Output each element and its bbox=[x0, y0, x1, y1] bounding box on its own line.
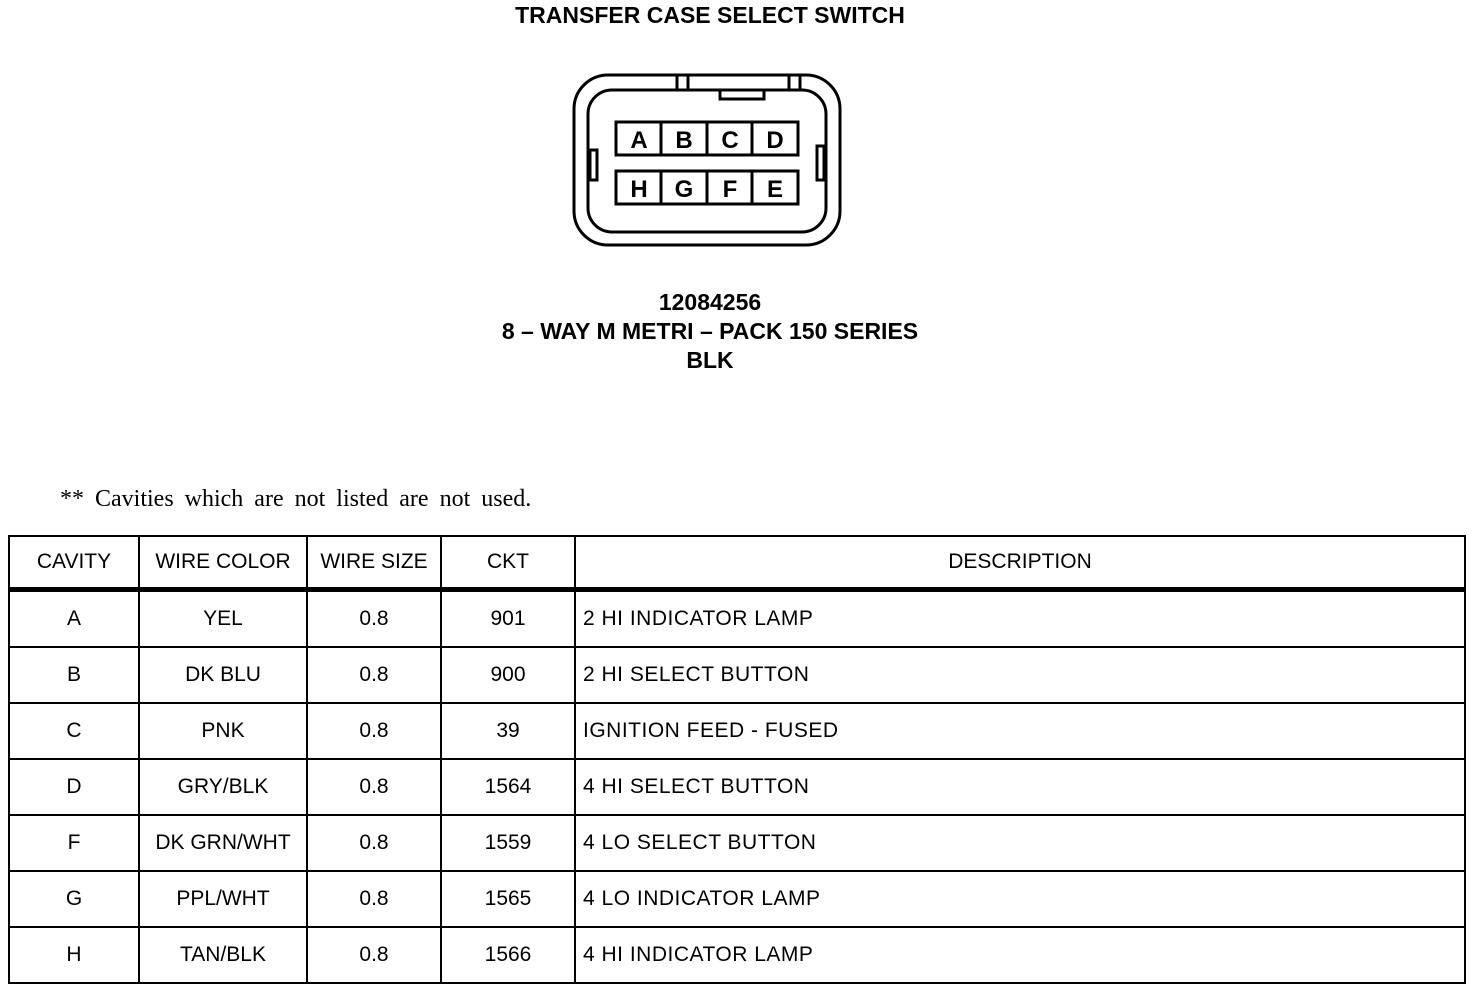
connector-face-diagram bbox=[560, 70, 860, 260]
unused-cavities-note: ** Cavities which are not listed are not used. bbox=[60, 486, 532, 512]
header-wire-color: WIRE COLOR bbox=[139, 536, 307, 590]
cell-wire-color: TAN/BLK bbox=[139, 927, 307, 983]
connector-info bbox=[0, 288, 1420, 375]
header-ckt: CKT bbox=[441, 536, 575, 590]
cell-cavity: D bbox=[9, 759, 139, 815]
cell-wire-color: DK BLU bbox=[139, 647, 307, 703]
cell-description: 2 HI INDICATOR LAMP bbox=[575, 590, 1465, 648]
header-description: DESCRIPTION bbox=[575, 536, 1465, 590]
cell-wire-size: 0.8 bbox=[307, 759, 441, 815]
cell-ckt: 1564 bbox=[441, 759, 575, 815]
cell-ckt: 901 bbox=[441, 590, 575, 648]
cell-wire-size: 0.8 bbox=[307, 703, 441, 759]
cavity-label-e: E bbox=[766, 176, 784, 203]
cavity-label-h: H bbox=[630, 176, 648, 203]
cell-wire-size: 0.8 bbox=[307, 927, 441, 983]
cell-description: 4 LO INDICATOR LAMP bbox=[575, 871, 1465, 927]
connector-top-tab-right bbox=[789, 75, 800, 90]
cell-ckt: 39 bbox=[441, 703, 575, 759]
cell-ckt: 1565 bbox=[441, 871, 575, 927]
cell-wire-size: 0.8 bbox=[307, 590, 441, 648]
cell-wire-size: 0.8 bbox=[307, 647, 441, 703]
cell-ckt: 900 bbox=[441, 647, 575, 703]
cavity-label-d: D bbox=[766, 127, 784, 154]
cell-cavity: B bbox=[9, 647, 139, 703]
connector-side-key-right bbox=[817, 146, 824, 180]
cavity-label-a: A bbox=[630, 127, 648, 154]
cell-wire-color: PNK bbox=[139, 703, 307, 759]
cell-wire-color: YEL bbox=[139, 590, 307, 648]
cell-cavity: H bbox=[9, 927, 139, 983]
connector-outer-shell bbox=[574, 75, 840, 245]
cell-cavity: C bbox=[9, 703, 139, 759]
table-row bbox=[9, 759, 1465, 815]
connector-color: BLK bbox=[686, 347, 734, 373]
cavity-label-b: B bbox=[675, 127, 693, 154]
header-wire-size: WIRE SIZE bbox=[307, 536, 441, 590]
connector-side-key-left bbox=[590, 150, 597, 180]
cell-wire-color: DK GRN/WHT bbox=[139, 815, 307, 871]
cavity-label-f: F bbox=[722, 176, 738, 203]
table-row bbox=[9, 647, 1465, 703]
table-row bbox=[9, 590, 1465, 648]
cell-ckt: 1566 bbox=[441, 927, 575, 983]
cell-cavity: F bbox=[9, 815, 139, 871]
cell-wire-color: GRY/BLK bbox=[139, 759, 307, 815]
header-cavity: CAVITY bbox=[9, 536, 139, 590]
connector-top-tab-left bbox=[677, 75, 688, 90]
cavity-table bbox=[8, 535, 1466, 984]
part-number: 12084256 bbox=[658, 289, 762, 315]
table-row bbox=[9, 927, 1465, 983]
cell-ckt: 1559 bbox=[441, 815, 575, 871]
cell-wire-color: PPL/WHT bbox=[139, 871, 307, 927]
cell-description: IGNITION FEED - FUSED bbox=[575, 703, 1465, 759]
connector-type: 8 – WAY M METRI – PACK 150 SERIES bbox=[501, 318, 919, 344]
diagram-title: TRANSFER CASE SELECT SWITCH bbox=[515, 2, 905, 28]
connector-latch bbox=[720, 90, 764, 99]
cavity-label-g: G bbox=[674, 176, 694, 203]
table-row bbox=[9, 703, 1465, 759]
cell-wire-size: 0.8 bbox=[307, 815, 441, 871]
cell-description: 4 LO SELECT BUTTON bbox=[575, 815, 1465, 871]
cavity-label-c: C bbox=[721, 127, 739, 154]
cell-cavity: G bbox=[9, 871, 139, 927]
cell-cavity: A bbox=[9, 590, 139, 648]
cell-description: 4 HI SELECT BUTTON bbox=[575, 759, 1465, 815]
cell-description: 4 HI INDICATOR LAMP bbox=[575, 927, 1465, 983]
cell-description: 2 HI SELECT BUTTON bbox=[575, 647, 1465, 703]
table-row bbox=[9, 871, 1465, 927]
cell-wire-size: 0.8 bbox=[307, 871, 441, 927]
table-row bbox=[9, 815, 1465, 871]
table-header-row bbox=[9, 536, 1465, 590]
connector-inner-shell bbox=[588, 90, 826, 232]
